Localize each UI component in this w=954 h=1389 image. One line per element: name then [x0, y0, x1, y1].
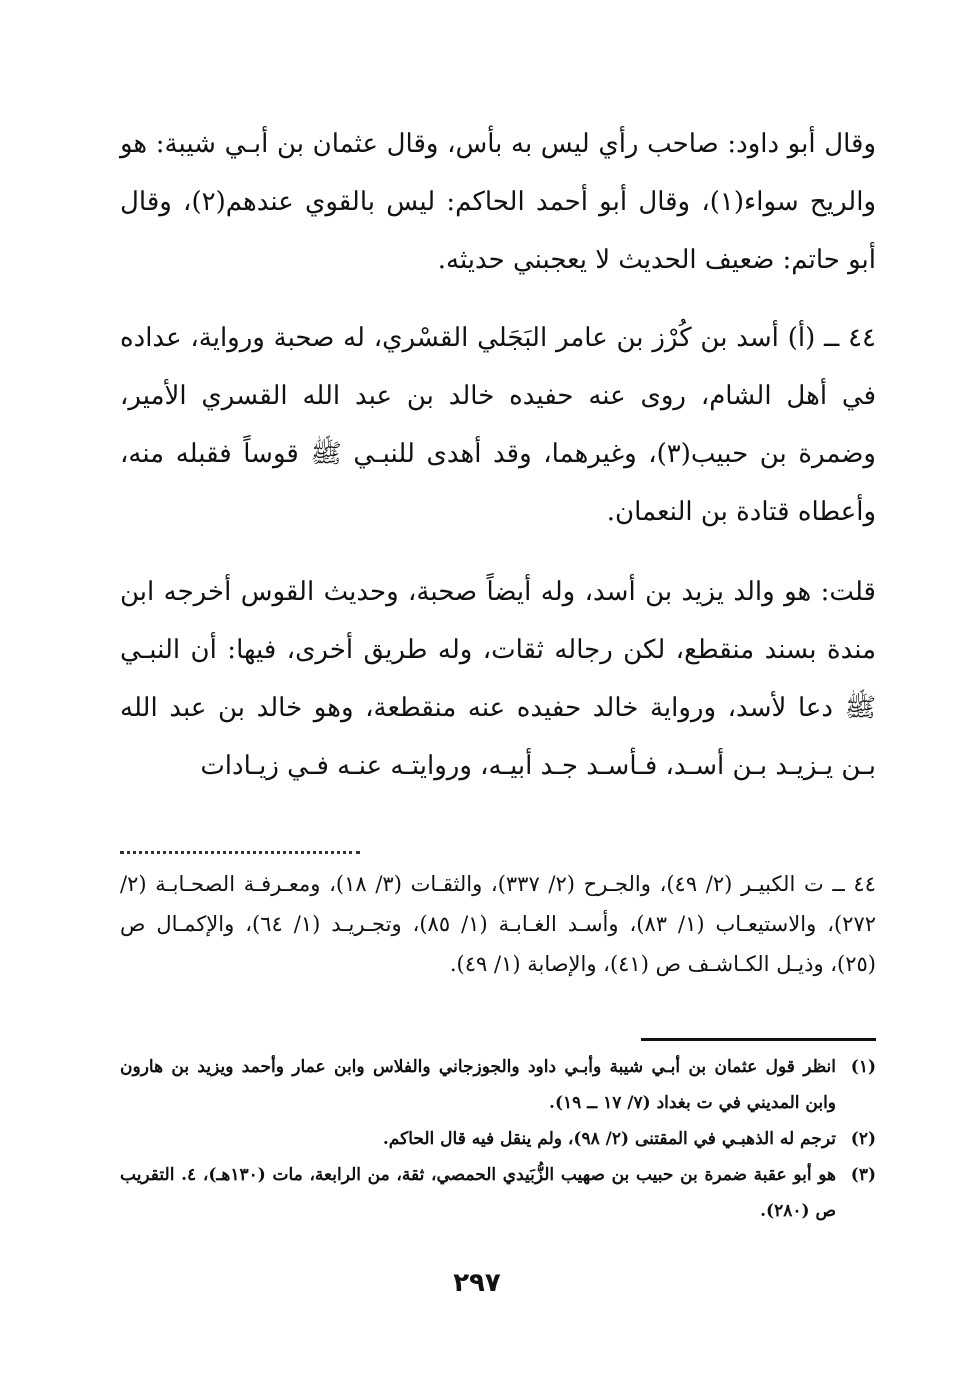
footnotes — [120, 1049, 876, 1229]
footnote-number: (٣) — [850, 1165, 876, 1185]
footnote-text: ترجم له الذهبـي في المقتنى (٢/ ٩٨)، ولم ينقل فيه قال الحاكم. — [382, 1129, 836, 1149]
footnote-2 — [120, 1121, 876, 1157]
dotted-separator — [120, 839, 360, 854]
page-body — [120, 115, 876, 1229]
footnote-rule — [641, 1038, 876, 1041]
paragraph-entry-44: ٤٤ ــ (أ) أسد بن كُرْز بن عامر البَجَلي القسْري، له صحبة ورواية، عداده في أهل الشام، روى عنه حفيده خالد بن عبد الله القسري الأمير، وضمرة بن حبيب(٣)، وغيرهما، وقد أهدى للنبـي ﷺ قوساً فقبله منه، وأعطاه قتادة بن النعمان. — [120, 323, 876, 527]
footnote-3 — [120, 1157, 876, 1229]
paragraph-commentary: قلت: هو والد يزيد بن أسد، وله أيضاً صحبة، وحديث القوس أخرجه ابن مندة بسند منقطع، لكن رجاله ثقات، وله طريق أخرى، فيها: أن النبـي ﷺ دعا لأسد، ورواية خالد حفيده عنه منقطعة، وهو خالد بن عبد الله بـن يـزيـد بـن أسـد، فـأسـد جـد أبيـه، وروايتـه عنـه فـي زيـادات — [120, 577, 876, 781]
footnote-number: (٢) — [850, 1129, 876, 1149]
footnote-1 — [120, 1049, 876, 1121]
footnote-number: (١) — [850, 1057, 876, 1077]
footnote-text: هو أبو عقبة ضمرة بن حبيب بن صهيب الزُّبَيدي الحمصي، ثقة، من الرابعة، مات (١٣٠هـ)، ٤. التقريب ص (٢٨٠). — [120, 1165, 836, 1221]
paragraph-1: وقال أبو داود: صاحب رأي ليس به بأس، وقال عثمان بن أبـي شيبة: هو والريح سواء(١)، وقال أبو أحمد الحاكم: ليس بالقوي عندهم(٢)، وقال أبو حاتم: ضعيف الحديث لا يعجبني حديثه. — [120, 129, 877, 275]
page-number: ٢٩٧ — [453, 1268, 501, 1298]
footnote-text: انظر قول عثمان بن أبـي شيبة وأبـي داود والجوزجاني والفلاس وابن عمار وأحمد ويزيد بن هارون وابن المديني في ت بغداد (٧/ ١٧ ــ ١٩). — [120, 1057, 836, 1113]
sources-references: ٤٤ ــ ت الكبيـر (٢/ ٤٩)، والجـرح (٢/ ٣٣٧)، والثقـات (٣/ ١٨)، ومعـرفـة الصحـابـة (٢/ ٢٧٢)، والاستيعـاب (١/ ٨٣)، وأسـد الغـابـة (١/ ٨٥)، وتجـريـد (١/ ٦٤)، والإكمـال ص (٢٥)، وذيـل الكـاشـف ص (٤١)، والإصابة (١/ ٤٩). — [120, 872, 877, 976]
